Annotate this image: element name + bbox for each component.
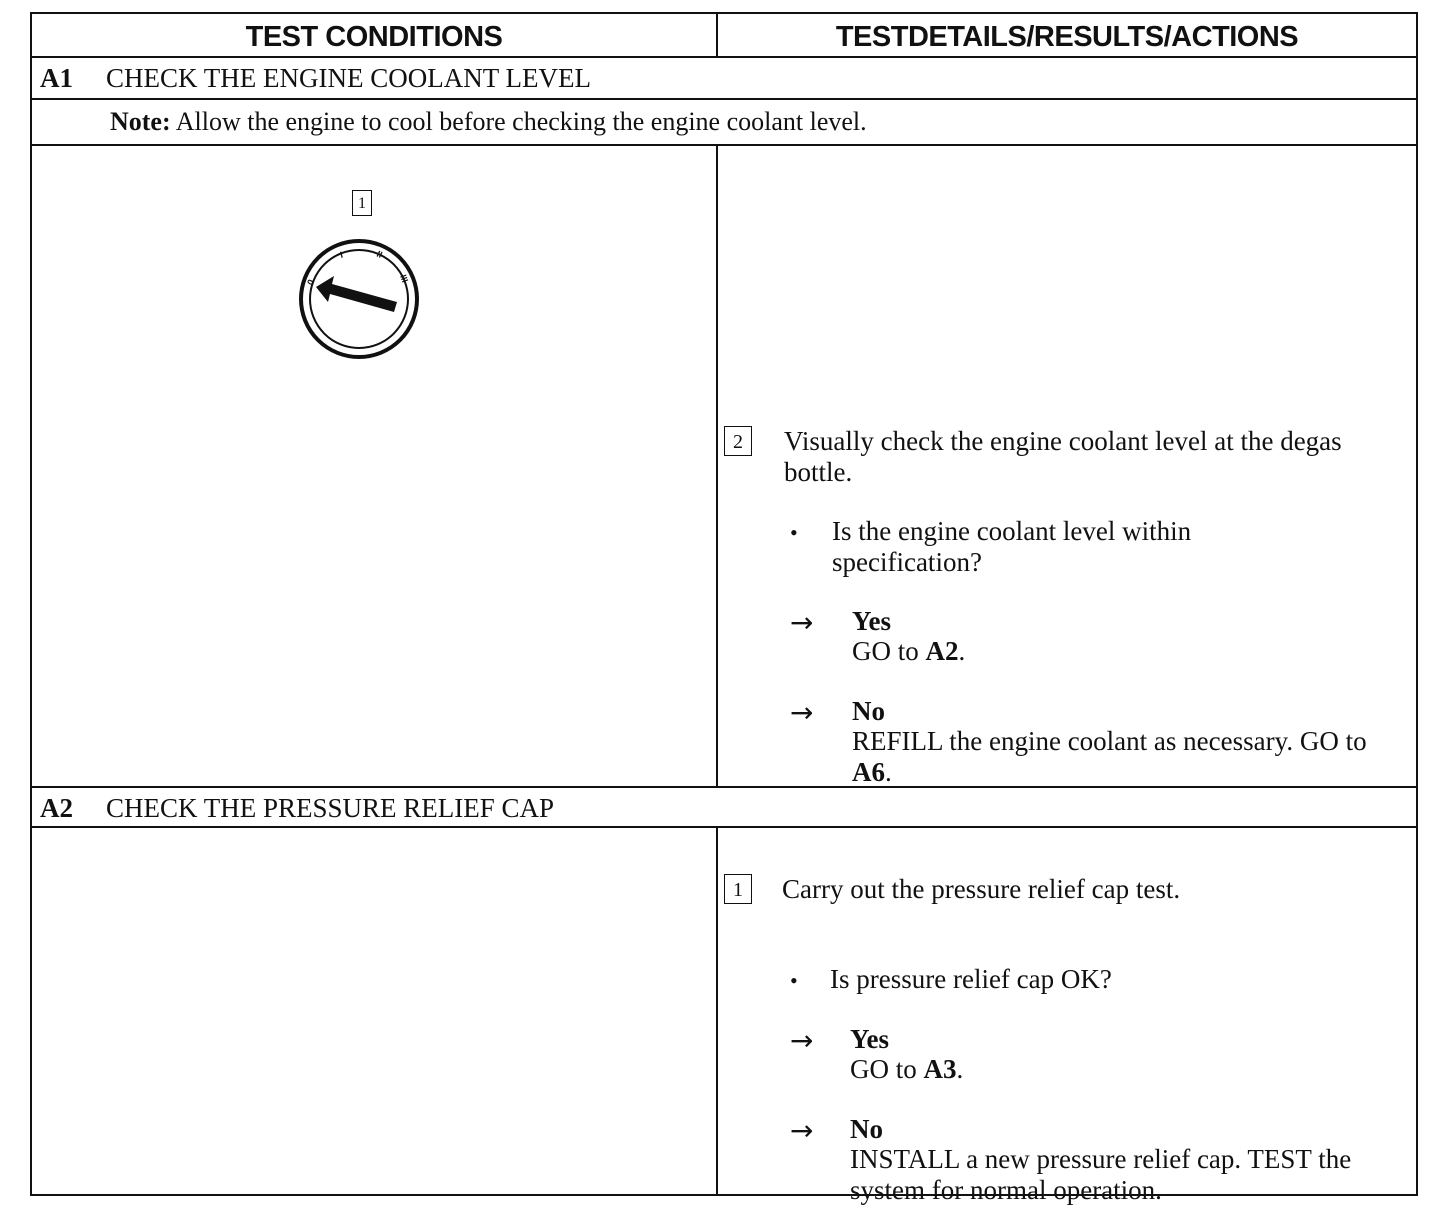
- a2-no-arrow-icon: →: [790, 1114, 814, 1147]
- gauge-mark-0: 0: [305, 277, 317, 287]
- a1-note-row: [32, 100, 1416, 146]
- a2-step-box: 1: [724, 874, 752, 904]
- a2-body: [32, 828, 1416, 1205]
- a1-no-arrow-icon: →: [790, 696, 814, 729]
- a2-title: CHECK THE PRESSURE RELIEF CAP: [106, 793, 555, 823]
- a1-yes-action: GO to A2.: [852, 636, 966, 666]
- a2-yes-action: GO to A3.: [850, 1054, 964, 1084]
- a2-yes-label: Yes: [850, 1024, 889, 1054]
- a2-title-row: [32, 788, 1416, 828]
- gauge-mark-1: I: [338, 249, 344, 260]
- gauge-mark-2: II: [375, 248, 384, 260]
- a1-yes-label: Yes: [852, 606, 891, 636]
- a1-bullet: •: [790, 520, 798, 545]
- a1-yes-arrow-icon: →: [790, 606, 814, 639]
- a1-title: CHECK THE ENGINE COOLANT LEVEL: [106, 63, 591, 93]
- a1-code: A1: [40, 63, 73, 93]
- table-header: [32, 14, 1416, 58]
- gauge-pointer-arrow-icon: [316, 276, 397, 312]
- a1-body: [32, 146, 1416, 788]
- a1-no-action: REFILL the engine coolant as necessary. GO to A6.: [852, 726, 1367, 787]
- a1-no-label: No: [852, 696, 885, 726]
- a2-yes-arrow-icon: →: [790, 1024, 814, 1057]
- coolant-gauge-figure: [294, 234, 424, 364]
- a2-no-action: INSTALL a new pressure relief cap. TEST the system for normal operation.: [850, 1144, 1352, 1205]
- figure-step-box: 1: [352, 190, 372, 216]
- gauge-mark-3: III: [398, 273, 411, 284]
- diagnostic-test-table: [30, 12, 1418, 1205]
- a2-step-text: Carry out the pressure relief cap test.: [782, 874, 1181, 904]
- a1-title-row: [32, 58, 1416, 100]
- a2-no-label: No: [850, 1114, 883, 1144]
- a1-question: Is the engine coolant level within specification?: [832, 516, 1192, 577]
- header-test-details: TESTDETAILS/RESULTS/ACTIONS: [835, 21, 1299, 53]
- a1-step-text: Visually check the engine coolant level at the degas bottle.: [784, 426, 1342, 487]
- note-text: Allow the engine to cool before checking the engine coolant level.: [175, 107, 867, 136]
- a1-step-box: 2: [724, 426, 752, 456]
- a2-code: A2: [40, 793, 73, 823]
- a2-question: Is pressure relief cap OK?: [830, 964, 1112, 994]
- note-label: Note:: [110, 107, 171, 136]
- a2-bullet: •: [790, 968, 798, 993]
- header-test-conditions: TEST CONDITIONS: [245, 21, 503, 53]
